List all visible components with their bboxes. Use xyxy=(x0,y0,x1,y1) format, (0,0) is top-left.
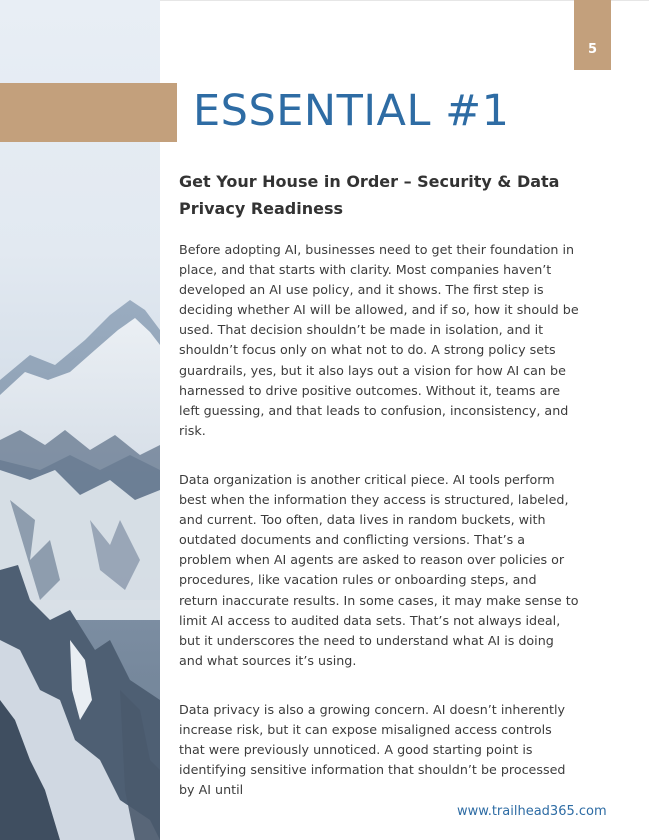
page-number: 5 xyxy=(587,42,598,57)
section-title: ESSENTIAL #1 xyxy=(193,86,510,136)
page-number-tab xyxy=(574,0,611,70)
paragraph-data-organization: Data organization is another critical piece. AI tools perform best when the information they access is structured, labeled, and current. Too often, data lives in random buckets, with outdated documents and conflicting versions. That’s a problem when AI agents are asked to reason over policies or procedures, like vacation rules or onboarding steps, and return inaccurate results. In some cases, it may make sense to limit AI access to audited data sets. That’s not always ideal, but it underscores the need to understand what AI is doing and what sources it’s using. xyxy=(179,472,579,668)
title-accent-band xyxy=(0,83,177,142)
section-subtitle: Get Your House in Order – Security & Data Privacy Readiness xyxy=(179,172,560,218)
paragraph-data-privacy: Data privacy is also a growing concern. AI doesn’t inherently increase risk, but it can expose misaligned access controls that were previously unnoticed. A good starting point is identifying sensitive information that shouldn’t be processed by AI until xyxy=(179,702,566,798)
footer-website-link[interactable]: www.trailhead365.com xyxy=(457,804,607,819)
paragraph-ai-policy: Before adopting AI, businesses need to get their foundation in place, and that starts with clarity. Most companies haven’t developed an AI use policy, and it shows. The first step is deciding whether AI will be allowed, and if so, how it should be used. That decision shouldn’t be made in isolation, and it shouldn’t focus only on what not to do. A strong policy sets guardrails, yes, but it also lays out a vision for how AI can be harnessed to drive positive outcomes. Without it, teams are left guessing, and that leads to confusion, inconsistency, and risk. xyxy=(179,242,579,438)
